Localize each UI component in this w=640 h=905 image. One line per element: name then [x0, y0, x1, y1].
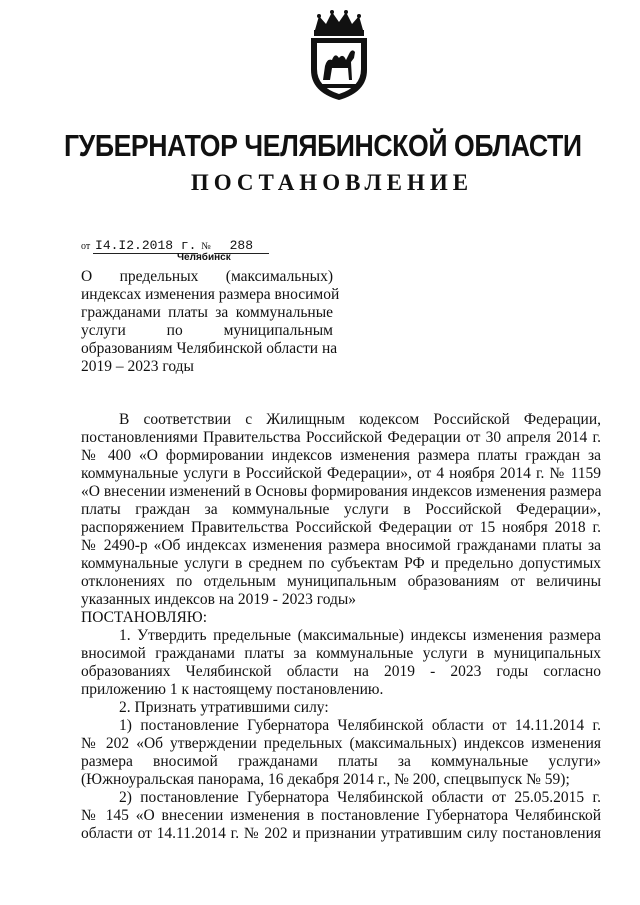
body-line: постановлениями Правительства Российской Федерации от 30 апреля 2014 г.: [81, 429, 601, 446]
coat-of-arms-emblem: [299, 8, 379, 103]
subject-line: гражданами платы за коммунальные: [81, 304, 333, 321]
body-line: 2. Признать утратившими силу:: [119, 699, 329, 716]
document-meta: [81, 238, 321, 268]
body-line: отклонениях по отдельным муниципальным образованиям от величины: [81, 573, 601, 590]
decree-heading: ПОСТАНОВЛЯЮ:: [81, 609, 208, 626]
body-line: В соответствии с Жилищным кодексом Российской Федерации,: [119, 411, 601, 428]
number-value: 288: [214, 238, 269, 254]
body-line: платы граждан за коммунальные услуги в Российской Федерации»,: [81, 501, 601, 518]
body-line: распоряжением Правительства Российской Федерации от 15 ноября 2018 г.: [81, 519, 601, 536]
body-line: (Южноуральская панорама, 16 декабря 2014 г., № 200, спецвыпуск № 59);: [81, 771, 570, 788]
body-line: № 202 «Об утверждении предельных (максимальных) индексов изменения: [81, 735, 601, 752]
date-label: от: [81, 241, 91, 252]
document-type: ПОСТАНОВЛЕНИЕ: [190, 170, 474, 195]
page-title: ГУБЕРНАТОР ЧЕЛЯБИНСКОЙ ОБЛАСТИ: [63, 128, 582, 163]
body-line: указанных индексов на 2019 - 2023 годы»: [81, 591, 357, 608]
body-line: 2) постановление Губернатора Челябинской области от 25.05.2015 г.: [119, 789, 601, 806]
subject-line: индексах изменения размера вносимой: [81, 286, 340, 303]
number-label: №: [201, 241, 211, 252]
subject-line: услуги по муниципальным: [81, 322, 333, 339]
date-value: I4.I2.2018 г.: [95, 238, 197, 253]
body-line: размера вносимой гражданами платы за коммунальные услуги»: [81, 753, 601, 770]
body-line: № 145 «О внесении изменения в постановление Губернатора Челябинской: [81, 807, 601, 824]
body-line: «О внесении изменений в Основы формирования индексов изменения размера: [81, 483, 601, 500]
body-line: приложению 1 к настоящему постановлению.: [81, 681, 384, 698]
body-line: коммунальные услуги в среднем по субъектам РФ и предельно допустимых: [81, 555, 601, 572]
body-line: области от 14.11.2014 г. № 202 и признании утратившим силу постановления: [81, 825, 601, 842]
body-line: № 2490-р «Об индексах изменения размера вносимой гражданами платы за: [81, 537, 601, 554]
document-subject: [81, 268, 340, 376]
city-label: Челябинск: [177, 252, 231, 263]
body-line: № 400 «О формировании индексов изменения размера платы граждан за: [81, 447, 601, 464]
body-line: коммунальные услуги в Российской Федерации», от 4 ноября 2014 г. № 1159: [81, 465, 601, 482]
subject-line: О предельных (максимальных): [81, 268, 333, 285]
document-body: [81, 411, 601, 843]
body-line: 1. Утвердить предельные (максимальные) индексы изменения размера: [119, 627, 601, 644]
subject-line: 2019 – 2023 годы: [81, 358, 194, 375]
body-line: 1) постановление Губернатора Челябинской области от 14.11.2014 г.: [119, 717, 601, 734]
body-line: образованиях Челябинской области на 2019 - 2023 годы согласно: [81, 663, 601, 680]
subject-line: образованиям Челябинской области на: [81, 340, 338, 357]
body-line: вносимой гражданами платы за коммунальные услуги в муниципальных: [81, 645, 601, 662]
